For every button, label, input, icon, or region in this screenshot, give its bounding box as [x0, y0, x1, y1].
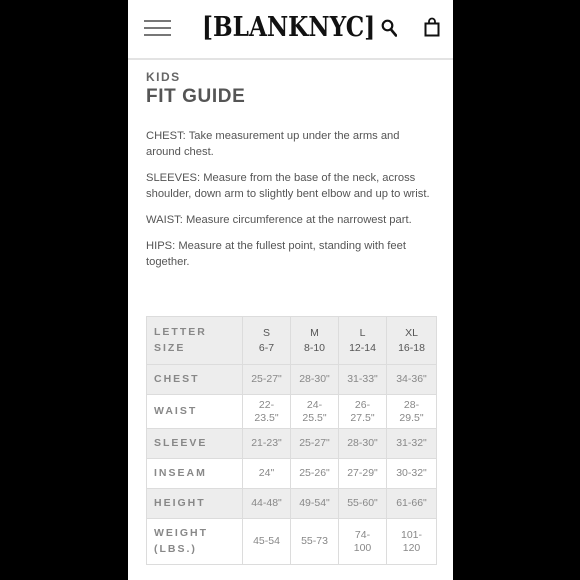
table-cell [387, 519, 437, 565]
size-letter: XL [405, 326, 418, 339]
cell-line: 101- [400, 528, 422, 541]
table-cell [339, 519, 387, 565]
table-header-row [147, 317, 437, 365]
menu-icon-bar [144, 27, 171, 29]
table-cell [339, 489, 387, 519]
cell-line: 31-33" [347, 373, 378, 385]
instruction-chest: CHEST: Take measurement up under the arms and around chest. [146, 130, 400, 158]
row-label [147, 395, 243, 429]
cell-line: 27.5" [350, 411, 375, 424]
cell-line: 25-27" [251, 373, 282, 385]
table-cell [387, 395, 437, 429]
table-cell [387, 459, 437, 489]
cell-line: 21-23" [251, 437, 282, 449]
header-label-line: SIZE [154, 342, 186, 354]
row-label [147, 459, 243, 489]
table-cell [387, 365, 437, 395]
table-cell [291, 519, 339, 565]
cell-line: 55-73 [301, 535, 328, 547]
table-cell [291, 429, 339, 459]
category-label: KIDS [146, 70, 181, 84]
table-row [147, 395, 437, 429]
row-label-line: WEIGHT [154, 527, 208, 539]
cell-line: 61-66" [396, 497, 427, 509]
column-header-letter-size [147, 317, 243, 365]
column-header-size [291, 317, 339, 365]
instruction-sleeves: SLEEVES: Measure from the base of the neck, across shoulder, down arm to slightly bent elbow and up to wrist. [146, 172, 430, 200]
table-cell [387, 489, 437, 519]
table-cell [291, 459, 339, 489]
cell-line: 24- [306, 398, 323, 411]
size-range: 6-7 [258, 341, 275, 354]
size-chart-table [146, 316, 437, 565]
cell-line: 28-30" [299, 373, 330, 385]
size-range: 16-18 [398, 341, 425, 354]
cell-line: 74- [354, 528, 371, 541]
page-title: FIT GUIDE [146, 86, 246, 107]
size-range: 12-14 [349, 341, 376, 354]
table-cell [243, 395, 291, 429]
cell-line: 25-26" [299, 467, 330, 479]
cell-line: 23.5" [254, 411, 279, 424]
column-header-size [243, 317, 291, 365]
instruction-waist: WAIST: Measure circumference at the narrowest part. [146, 214, 412, 226]
menu-icon[interactable] [144, 19, 171, 37]
shopping-bag-icon[interactable] [424, 17, 440, 37]
instruction-hips: HIPS: Measure at the fullest point, standing with feet together. [146, 240, 406, 268]
table-row [147, 459, 437, 489]
brand-logo[interactable]: [BLANKNYC] [202, 12, 376, 43]
column-header-size [387, 317, 437, 365]
table-row [147, 489, 437, 519]
cell-line: 100 [353, 541, 372, 554]
cell-line: 28-30" [347, 437, 378, 449]
row-label-line: INSEAM [154, 467, 207, 479]
cell-line: 30-32" [396, 467, 427, 479]
cell-line: 34-36" [396, 373, 427, 385]
row-label-line: CHEST [154, 373, 200, 385]
row-label-line: (LBS.) [154, 543, 197, 555]
row-label [147, 489, 243, 519]
row-label [147, 365, 243, 395]
search-icon[interactable] [381, 19, 397, 37]
cell-line: 31-32" [396, 437, 427, 449]
size-letter: L [359, 326, 366, 339]
table-cell [243, 519, 291, 565]
product-page [128, 0, 453, 580]
row-label [147, 429, 243, 459]
table-cell [291, 365, 339, 395]
menu-icon-bar [144, 34, 171, 36]
table-cell [387, 429, 437, 459]
cell-line: 49-54" [299, 497, 330, 509]
row-label-line: SLEEVE [154, 437, 208, 449]
table-row [147, 519, 437, 565]
cell-line: 27-29" [347, 467, 378, 479]
menu-icon-bar [144, 20, 171, 22]
cell-line: 25.5" [302, 411, 327, 424]
cell-line: 55-60" [347, 497, 378, 509]
table-cell [339, 429, 387, 459]
site-header [128, 0, 453, 60]
header-label-line: LETTER [154, 326, 207, 338]
row-label [147, 519, 243, 565]
cell-line: 25-27" [299, 437, 330, 449]
table-cell [339, 395, 387, 429]
table-row [147, 365, 437, 395]
table-cell [243, 459, 291, 489]
table-row [147, 429, 437, 459]
table-cell [291, 395, 339, 429]
cell-line: 45-54 [253, 535, 280, 547]
cell-line: 24" [258, 467, 275, 479]
size-range: 8-10 [303, 341, 325, 354]
cell-line: 26- [354, 398, 371, 411]
cell-line: 28- [403, 398, 420, 411]
table-cell [291, 489, 339, 519]
cell-line: 22- [258, 398, 275, 411]
table-cell [339, 459, 387, 489]
row-label-line: WAIST [154, 405, 198, 417]
cell-line: 120 [402, 541, 421, 554]
table-cell [243, 365, 291, 395]
cell-line: 44-48" [251, 497, 282, 509]
column-header-size [339, 317, 387, 365]
size-letter: M [310, 326, 319, 339]
cell-line: 29.5" [399, 411, 424, 424]
table-cell [243, 429, 291, 459]
size-letter: S [262, 326, 270, 339]
row-label-line: HEIGHT [154, 497, 206, 509]
table-cell [243, 489, 291, 519]
table-cell [339, 365, 387, 395]
measurement-instructions [146, 128, 431, 280]
